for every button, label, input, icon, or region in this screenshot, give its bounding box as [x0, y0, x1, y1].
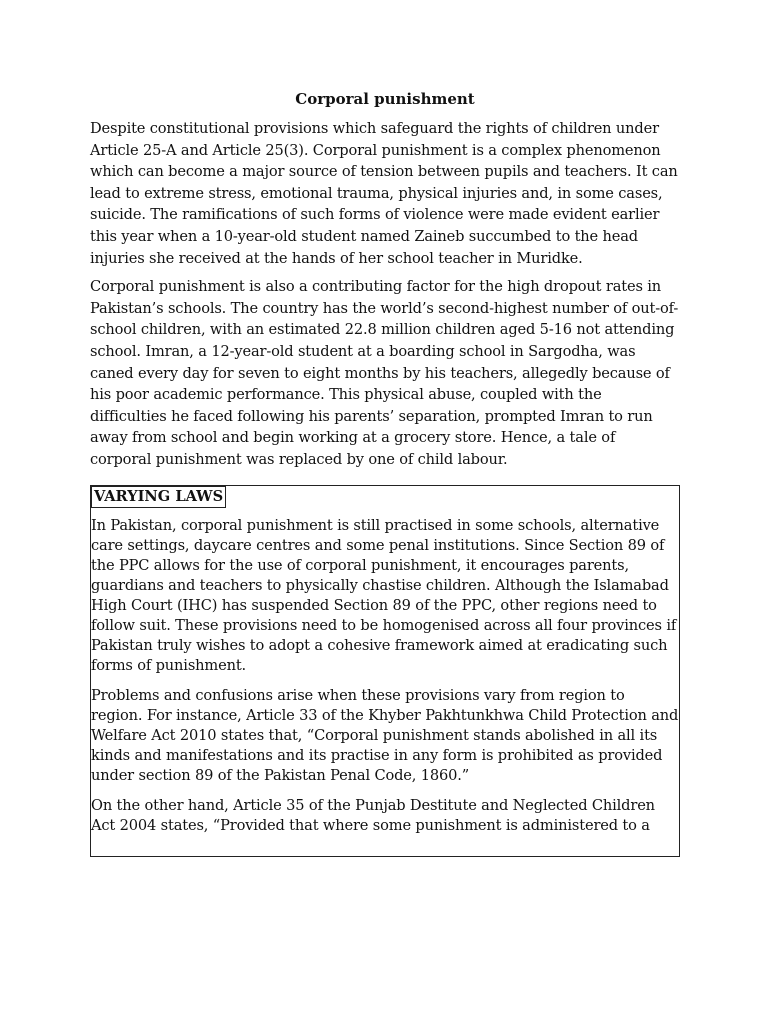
document-title: Corporal punishment: [295, 90, 475, 108]
document-page: [90, 90, 680, 857]
box-paragraph: Problems and confusions arise when these provisions vary from region to region. For instance, Article 33 of the Khyber Pakhtunkhwa Child Protection and Welfare Act 2010 states that, “Corporal punishment stands abolished in all its kinds and manifestations and its practise in any form is prohibited as provided under section 89 of the Pakistan Penal Code, 1860.”: [91, 686, 679, 784]
body-paragraph: Despite constitutional provisions which safeguard the rights of children under Article 25-A and Article 25(3). Corporal punishment is a complex phenomenon which can become a major source of tension between pupils and teachers. It can lead to extreme stress, emotional trauma, physical injuries and, in some cases, suicide. The ramifications of such forms of violence were made evident earlier this year when a 10-year-old student named Zaineb succumbed to the head injuries she received at the hands of her school teacher in Muridke.: [90, 120, 678, 267]
body-paragraph: Corporal punishment is also a contributing factor for the high dropout rates in Pakistan’s schools. The country has the world’s second-highest number of out-of-school children, with an estimated 22.8 million children aged 5-16 not attending school. Imran, a 12-year-old student at a boarding school in Sargodha, was caned every day for seven to eight months by his teachers, allegedly because of his poor academic performance. This physical abuse, coupled with the difficulties he faced following his parents’ separation, prompted Imran to run away from school and begin working at a grocery store. Hence, a tale of corporal punishment was replaced by one of child labour.: [90, 278, 679, 468]
box-heading: VARYING LAWS: [91, 486, 226, 508]
box-paragraph: On the other hand, Article 35 of the Punjab Destitute and Neglected Children Act 2004 states, “Provided that where some punishment is administered to a: [91, 796, 655, 834]
varying-laws-box: [90, 485, 680, 857]
box-paragraph: In Pakistan, corporal punishment is still practised in some schools, alternative care settings, daycare centres and some penal institutions. Since Section 89 of the PPC allows for the use of corporal punishment, it encourages parents, guardians and teachers to physically chastise children. Although the Islamabad High Court (IHC) has suspended Section 89 of the PPC, other regions need to follow suit. These provisions need to be homogenised across all four provinces if Pakistan truly wishes to adopt a cohesive framework aimed at eradicating such forms of punishment.: [91, 516, 677, 674]
